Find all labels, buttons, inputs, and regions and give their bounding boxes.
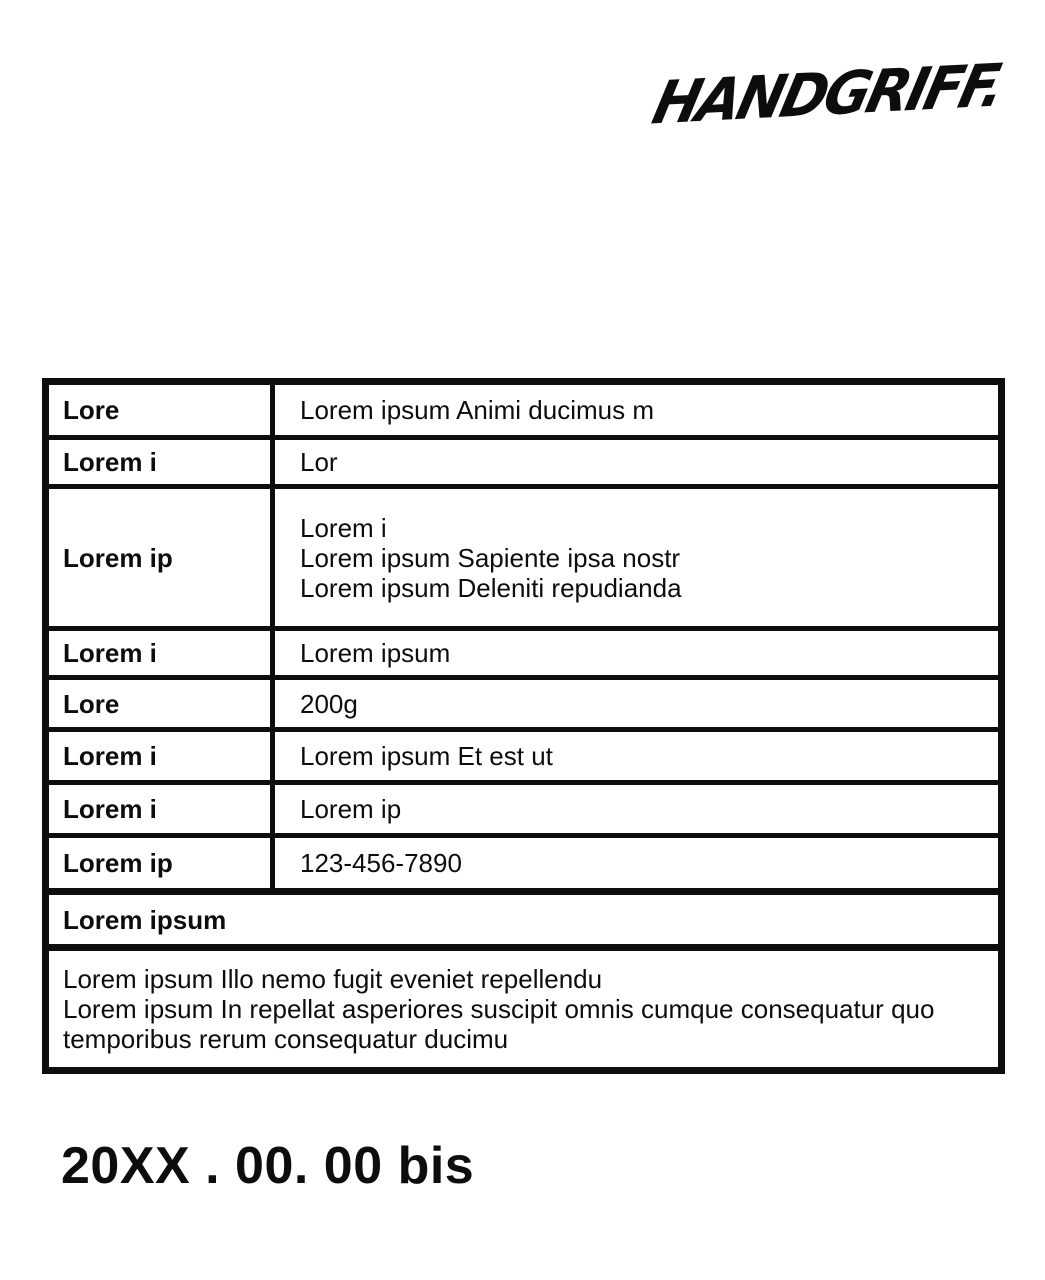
table-row [46, 836, 1002, 892]
row-value: Lorem ip [273, 783, 1002, 836]
notes-cell [46, 948, 1002, 1071]
details-table [42, 378, 1005, 1074]
row-value: 123-456-7890 [273, 836, 1002, 892]
table-row [46, 730, 1002, 783]
row-value: Lor [273, 438, 1002, 487]
notes-line: Lorem ipsum Illo nemo fugit eveniet repellendu [63, 964, 603, 994]
notes-line: Lorem ipsum In repellat asperiores suscipit omnis cumque consequatur quo temporibus rerum consequatur ducimu [63, 994, 935, 1054]
row-value: Lorem ipsum Animi ducimus m [273, 382, 1002, 438]
notes-row [46, 948, 1002, 1071]
row-label: Lorem ip [46, 487, 273, 629]
row-label: Lore [46, 678, 273, 730]
row-label: Lore [46, 382, 273, 438]
table-row [46, 783, 1002, 836]
row-label: Lorem i [46, 730, 273, 783]
row-label: Lorem i [46, 438, 273, 487]
section-header-label: Lorem ipsum [46, 892, 1002, 948]
value-line: Lorem ipsum Deleniti repudianda [300, 572, 682, 603]
value-line: Lorem ipsum Sapiente ipsa nostr [300, 542, 681, 573]
brand-logo: HANDGRIFF. [646, 50, 1010, 138]
section-header-row [46, 892, 1002, 948]
table-row [46, 438, 1002, 487]
row-value [273, 487, 1002, 629]
row-label: Lorem ip [46, 836, 273, 892]
row-value: Lorem ipsum Et est ut [273, 730, 1002, 783]
table-row [46, 487, 1002, 629]
row-label: Lorem i [46, 783, 273, 836]
date-footer: 20XX . 00. 00 bis [61, 1137, 475, 1195]
table-row [46, 629, 1002, 678]
row-label: Lorem i [46, 629, 273, 678]
table-row [46, 678, 1002, 730]
row-value: 200g [273, 678, 1002, 730]
row-value: Lorem ipsum [273, 629, 1002, 678]
table-row [46, 382, 1002, 438]
value-line: Lorem i [300, 512, 387, 543]
